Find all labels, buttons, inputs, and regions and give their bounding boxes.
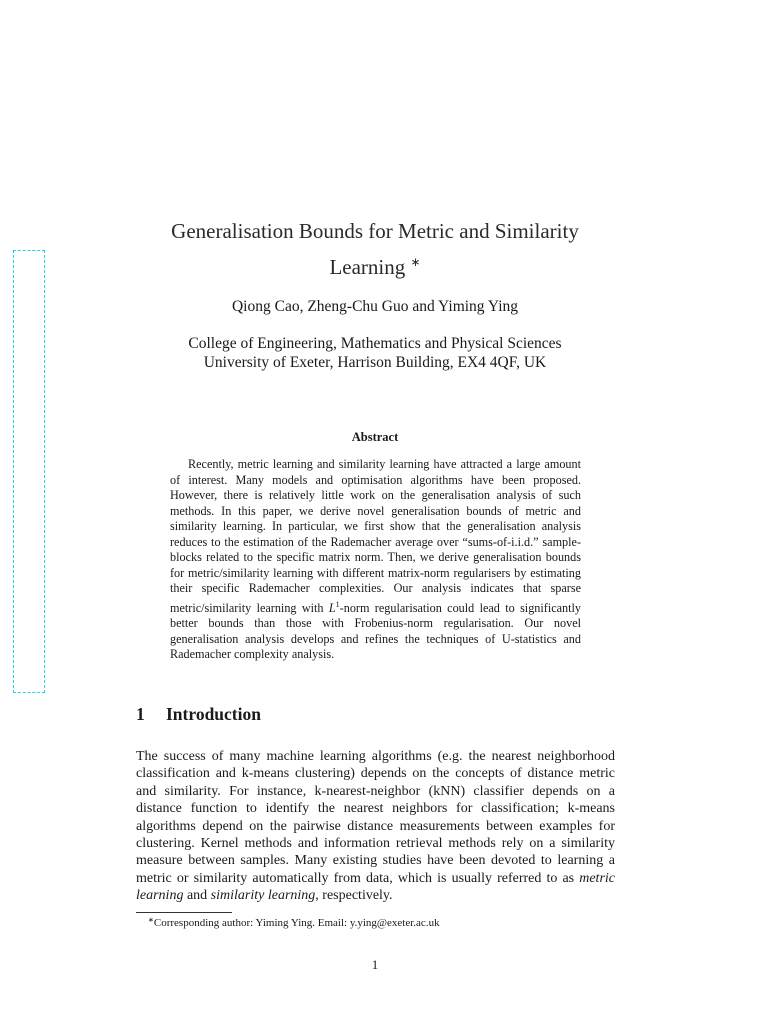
title-footnote-mark: ∗ — [410, 255, 421, 269]
footnote-rule — [136, 912, 232, 913]
title-line-2-text: Learning — [329, 255, 406, 279]
footnote-mark: ∗ — [148, 916, 154, 924]
intro-part-1: The success of many machine learning algorithms (e.g. the nearest neighborhood classification and k-means clustering) depends on the concepts of distance metric and similarity. For instance, k-nearest-neighbor (kNN) classifier depends on a distance function to identify the nearest neighbors for classification; k-means algorithms depend on the pairwise distance measurements between examples for clustering. Kernel methods and information retrieval methods rely on a similarity measure between samples. Many existing studies have been devoted to learning a metric or similarity automatically from data, which is usually referred to as — [136, 749, 615, 886]
abstract-math-L: L — [328, 600, 336, 615]
abstract-part-2: -norm regularisation could lead to significantly better bounds than those with Frobenius-norm regularisation. Our novel generalisation analysis develops and refines the techniques of U-statistics and Rademacher complexity analysis. — [170, 600, 581, 662]
paper-title — [140, 216, 610, 283]
intro-emph-similarity-learning: similarity learning — [210, 888, 316, 904]
abstract-math-sup: 1 — [335, 599, 340, 609]
title-line-1: Generalisation Bounds for Metric and Similarity — [171, 219, 579, 243]
section-heading-introduction — [136, 704, 261, 725]
title-line-2 — [140, 247, 610, 283]
footnote-text: Corresponding author: Yiming Ying. Email: y.ying@exeter.ac.uk — [153, 917, 440, 929]
affiliation-line-2: University of Exeter, Harrison Building, EX4 4QF, UK — [203, 354, 547, 371]
section-number: 1 — [136, 704, 145, 724]
page-number: 1 — [371, 957, 379, 972]
abstract-text — [170, 457, 581, 663]
intro-end: , respectively. — [315, 888, 393, 904]
intro-and: and — [183, 888, 211, 904]
intro-emph-metric-learning: metric learning — [136, 870, 615, 904]
arxiv-stamp-box — [13, 250, 45, 693]
affiliation — [140, 334, 610, 372]
footnote — [148, 916, 440, 929]
introduction-paragraph — [136, 748, 615, 905]
authors: Qiong Cao, Zheng-Chu Guo and Yiming Ying — [231, 298, 519, 315]
affiliation-line-1: College of Engineering, Mathematics and Physical Sciences — [188, 335, 562, 352]
abstract-part-1: Recently, metric learning and similarity learning have attracted a large amount of interest. Many models and optimisation algorithms have been proposed. However, there is relatively little work on the generalisation analysis of such methods. In this paper, we derive novel generalisation bounds of metric and similarity learning. In particular, we first show that the generalisation analysis reduces to the estimation of the Rademacher average over “sums-of-i.i.d.” sample-blocks related to the specific matrix norm. Then, we derive generalisation bounds for metric/similarity learning with different matrix-norm regularisers by estimating their specific Rademacher complexities. Our analysis indicates that sparse metric/similarity learning with — [170, 457, 581, 615]
section-title: Introduction — [166, 704, 261, 724]
abstract-heading: Abstract — [351, 430, 399, 444]
